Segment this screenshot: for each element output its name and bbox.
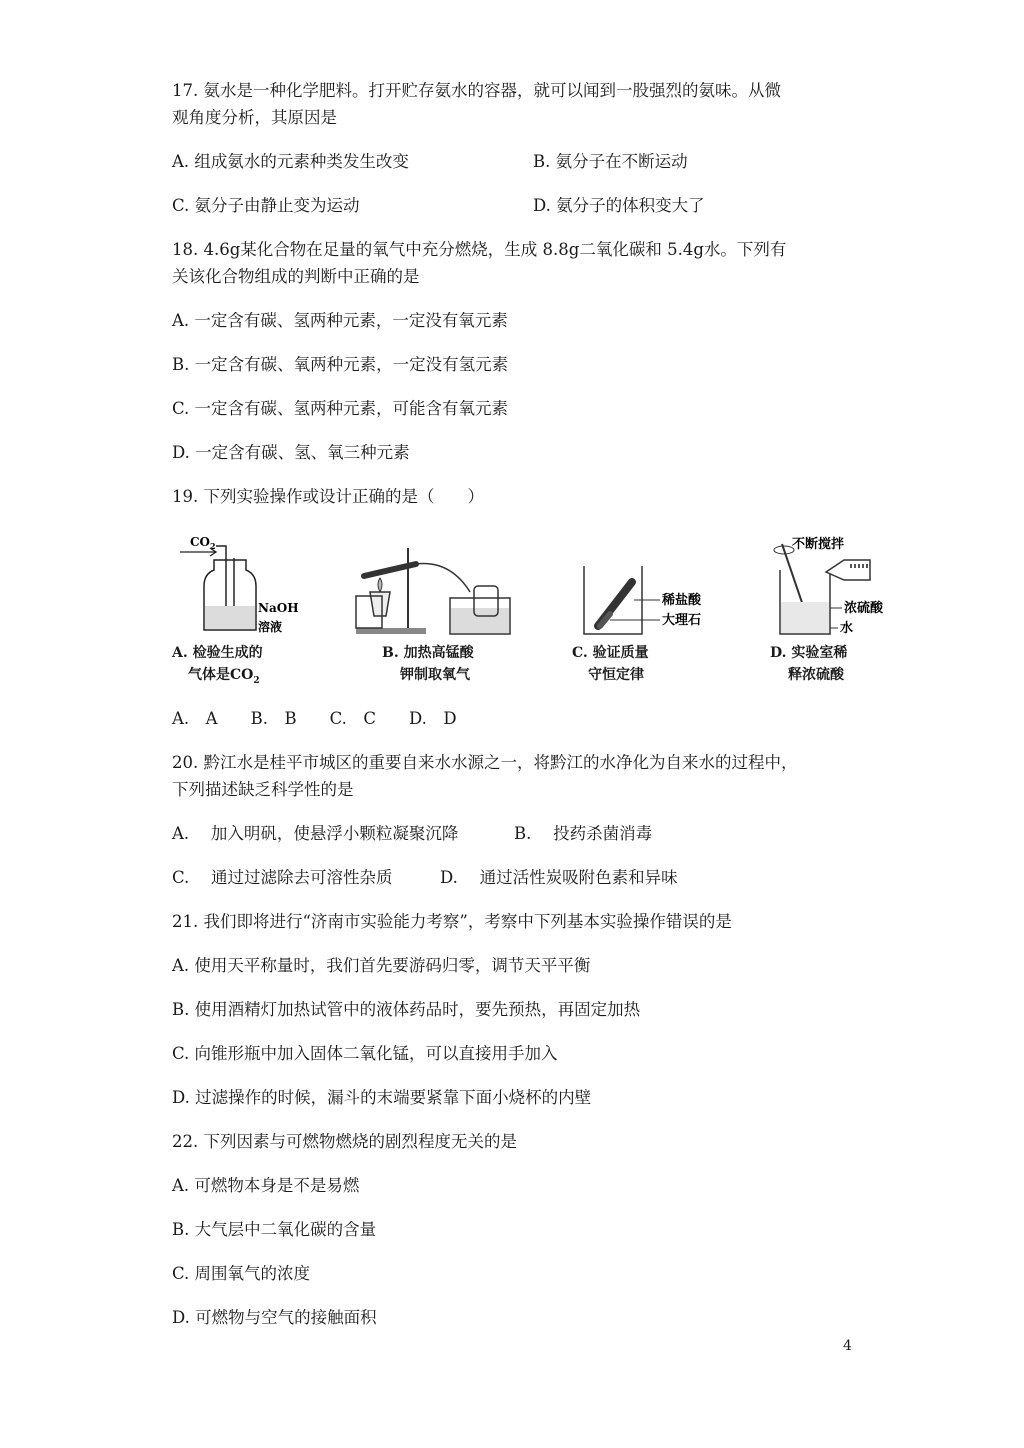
naoh-label: NaOH — [258, 601, 299, 615]
q19-figure-a — [170, 530, 330, 690]
heating-apparatus-diagram — [350, 530, 530, 640]
fig-c-caption-1: C. 验证质量 — [572, 645, 649, 661]
q20-stem-line2: 下列描述缺乏科学性的是 — [172, 780, 354, 799]
q20-option-d: D. 通过活性炭吸附色素和异味 — [440, 868, 678, 887]
co2-label: $CO_2$ — [190, 535, 216, 551]
q22-option-a: A. 可燃物本身是不是易燃 — [172, 1176, 360, 1195]
q21-stem: 21. 我们即将进行“济南市实验能力考察”，考察中下列基本实验操作错误的是 — [172, 912, 732, 931]
q21-option-a: A. 使用天平称量时，我们首先要游码归零，调节天平平衡 — [172, 956, 591, 975]
fig-a-caption-2: 气体是$CO_2$ — [188, 667, 260, 686]
q17-stem-line2: 观角度分析，其原因是 — [172, 108, 337, 127]
q22-option-d: D. 可燃物与空气的接触面积 — [172, 1308, 377, 1327]
q20-option-b: B. 投药杀菌消毒 — [514, 824, 653, 843]
q19-options: A. A B. B C. C D. D — [172, 709, 457, 728]
q21-option-d: D. 过滤操作的时候，漏斗的末端要紧靠下面小烧杯的内壁 — [172, 1088, 592, 1107]
dilution-diagram — [760, 530, 920, 640]
trough-water — [451, 608, 509, 633]
conc-sulfuric-acid-label: 浓硫酸 — [844, 601, 884, 616]
flame — [378, 578, 382, 592]
q21-option-c: C. 向锥形瓶中加入固体二氧化锰，可以直接用手加入 — [172, 1044, 558, 1063]
q18-option-d: D. 一定含有碳、氢、氧三种元素 — [172, 443, 410, 462]
water-label: 水 — [840, 621, 854, 636]
fig-d-caption-1: D. 实验室稀 — [770, 645, 848, 661]
fig-a-caption-1: A. 检验生成的 — [172, 645, 263, 661]
fig-c-caption-2: 守恒定律 — [588, 667, 644, 683]
q18-stem-line2: 关该化合物组成的判断中正确的是 — [172, 267, 420, 286]
q20-option-c: C. 通过过滤除去可溶性杂质 — [172, 868, 393, 887]
stir-label: 不断搅拌 — [792, 537, 845, 552]
gas-bottle-diagram — [170, 530, 330, 640]
solution-label: 溶液 — [258, 620, 283, 634]
q20-stem-line1: 20. 黔江水是桂平市城区的重要自来水水源之一，将黔江的水净化为自来水的过程中， — [172, 753, 798, 772]
fig-b-caption-1: B. 加热高锰酸 — [382, 645, 474, 661]
fig-b-caption-2: 钾制取氧气 — [400, 667, 470, 683]
q18-option-b: B. 一定含有碳、氧两种元素，一定没有氢元素 — [172, 355, 509, 374]
naoh-solution-fill — [205, 606, 255, 629]
q21-option-b: B. 使用酒精灯加热试管中的液体药品时，要先预热，再固定加热 — [172, 1000, 641, 1019]
q22-stem: 22. 下列因素与可燃物燃烧的剧烈程度无关的是 — [172, 1132, 517, 1151]
acid-bottle — [826, 560, 870, 580]
q17-option-a: A. 组成氨水的元素种类发生改变 — [172, 152, 409, 171]
q22-option-c: C. 周围氧气的浓度 — [172, 1264, 311, 1283]
q20-option-a: A. 加入明矾，使悬浮小颗粒凝聚沉降 — [172, 824, 459, 843]
beaker-diagram — [570, 530, 730, 640]
q19-stem: 19. 下列实验操作或设计正确的是（ ） — [172, 487, 484, 506]
q17-stem-line1: 17. 氨水是一种化学肥料。打开贮存氨水的容器，就可以闻到一股强烈的氨味。从微 — [172, 81, 781, 100]
fig-d-caption-2: 释浓硫酸 — [788, 667, 844, 683]
q19-figure-c — [570, 530, 730, 690]
beaker — [584, 566, 642, 634]
marble-label: 大理石 — [662, 613, 702, 628]
q18-option-c: C. 一定含有碳、氢两种元素，可能含有氧元素 — [172, 399, 509, 418]
q22-option-b: B. 大气层中二氧化碳的含量 — [172, 1220, 377, 1239]
q19-figure-d — [760, 530, 920, 690]
q18-stem-line1: 18. 4.6g某化合物在足量的氧气中充分燃烧，生成 8.8g二氧化碳和 5.4g水。下列有 — [172, 240, 787, 259]
q18-option-a: A. 一定含有碳、氢两种元素，一定没有氧元素 — [172, 311, 508, 330]
dilute-hcl-label: 稀盐酸 — [662, 593, 702, 608]
q17-option-c: C. 氨分子由静止变为运动 — [172, 196, 360, 215]
page-number: 4 — [843, 1338, 852, 1354]
q19-figure-b — [350, 530, 530, 690]
q17-option-d: D. 氨分子的体积变大了 — [533, 196, 705, 215]
delivery-tube — [416, 564, 470, 592]
stand-base — [356, 628, 426, 634]
water-fill — [781, 602, 829, 633]
q17-option-b: B. 氨分子在不断运动 — [533, 152, 688, 171]
